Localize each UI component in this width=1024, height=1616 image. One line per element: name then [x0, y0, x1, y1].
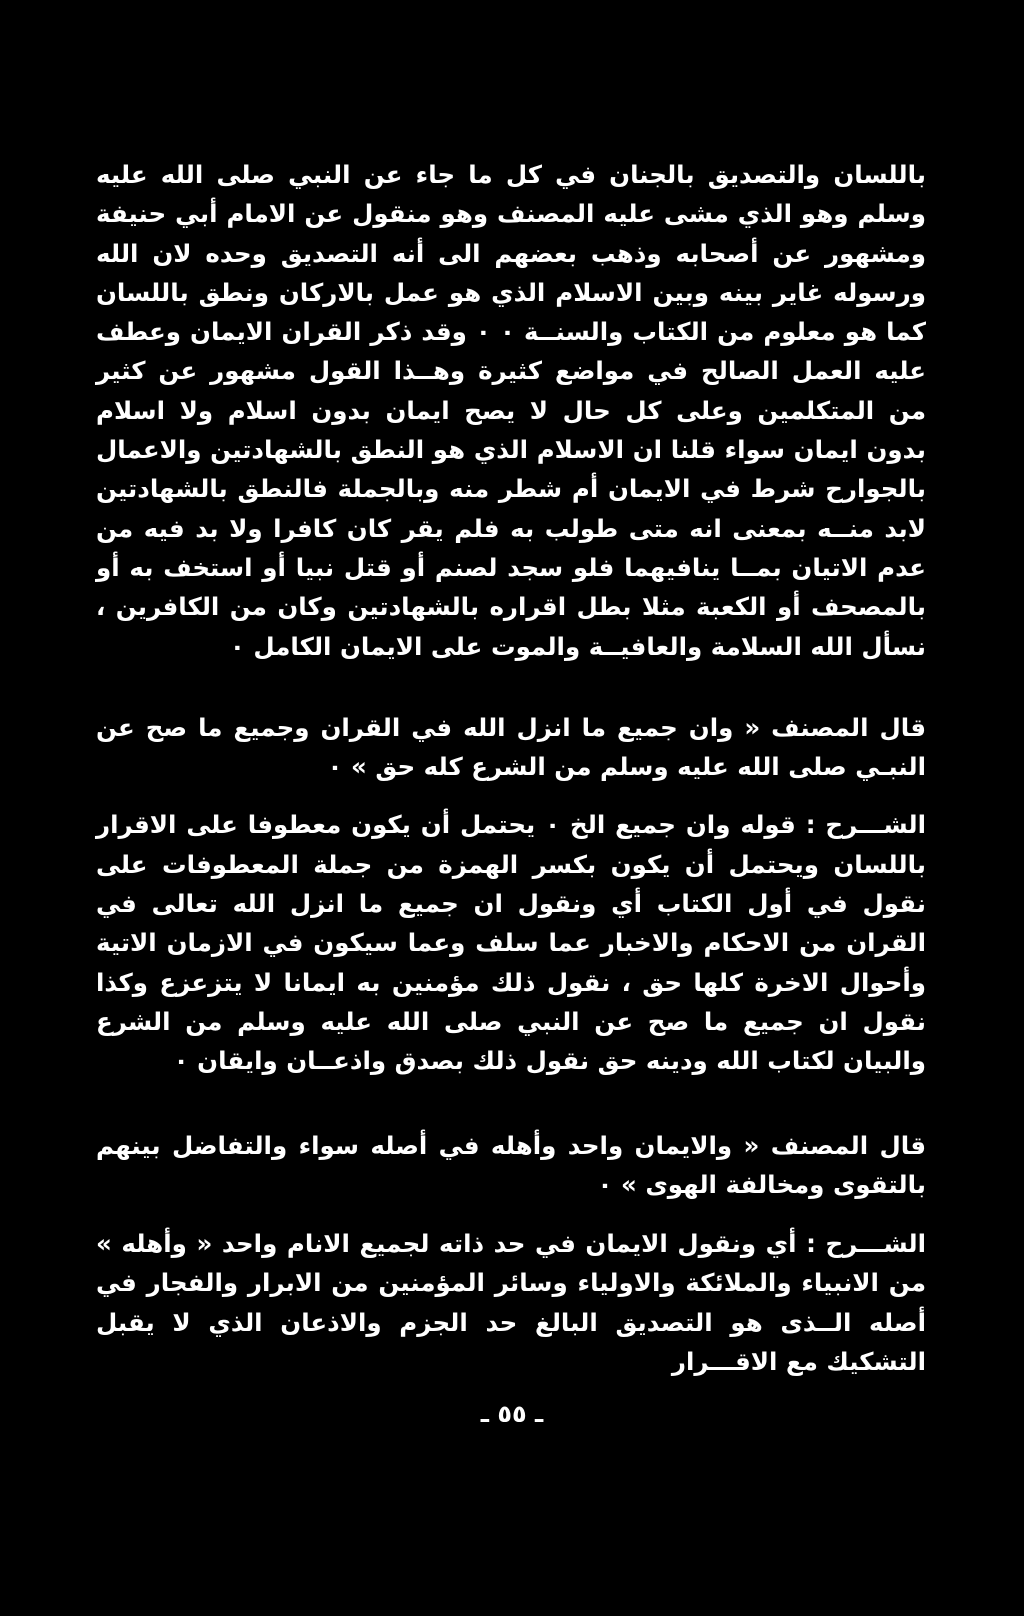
page-number: ـ ٥٥ ـ	[480, 1400, 544, 1428]
paragraph-author-quote-1: قال المصنف « وان جميع ما انزل الله في القران وجميع ما صح عن النبـي صلى الله عليه وسلم من الشرع كله حق » ٠	[96, 712, 926, 782]
page-body	[96, 155, 926, 1411]
paragraph-commentary-3: الشـــرح : أي ونقول الايمان في حد ذاته لجميع الانام واحد « وأهله » من الانبياء والملائكة والاولياء وسائر المؤمنين من الابرار والفجار في أصله الــذى هو التصديق البالغ حد الجزم والاذعان الذي لا يقبل التشكيك مع الاقـــرار	[96, 1229, 926, 1377]
paragraph-commentary-2: الشـــرح : قوله وان جميع الخ ٠ يحتمل أن يكون معطوفا على الاقرار باللسان ويحتمل أن يكون بكسر الهمزة من جملة المعطوفات على نقول في أول الكتاب أي ونقول ان جميع ما انزل الله تعالى في القران من الاحكام والاخبار عما سلف وعما سيكون في الازمان الاتية وأحوال الاخرة كلها حق ، نقول ذلك مؤمنين به ايمانا لا يتزعزع وكذا نقول ان جميع ما صح عن النبي صلى الله عليه وسلم من الشرع والبيان لكتاب الله ودينه حق نقول ذلك بصدق واذعــان وايقان ٠	[96, 810, 926, 1076]
paragraph-author-quote-2: قال المصنف « والايمان واحد وأهله في أصله سواء والتفاضل بينهم بالتقوى ومخالفة الهوى » ٠	[96, 1130, 926, 1199]
paragraph-commentary-1: باللسان والتصديق بالجنان في كل ما جاء عن النبي صلى الله عليه وسلم وهو الذي مشى عليه المصنف وهو منقول عن الامام أبي حنيفة ومشهور عن أصحابه وذهب بعضهم الى أنه التصديق وحده لان الله ورسوله غاير بينه وبين الاسلام الذي هو عمل بالاركان ونطق باللسان كما هو معلوم من الكتاب والسنــة ٠ ٠ وقد ذكر القران الايمان وعطف عليه العمل الصالح في مواضع كثيرة وهــذا القول مشهور عن كثير من المتكلمين وعلى كل حال لا يصح ايمان بدون اسلام ولا اسلام بدون ايمان سواء قلنا ان الاسلام الذي هو النطق بالشهادتين والاعمال بالجوارح شرط في الايمان أم شطر منه وبالجملة فالنطق بالشهادتين لابد منــه بمعنى انه متى طولب به فلم يقر كان كافرا ولا بد فيه من عدم الاتيان بمــا ينافيهما فلو سجد لصنم أو قتل نبيا أو استخف به أو بالمصحف أو الكعبة مثلا بطل اقراره بالشهادتين وكان من الكافرين ، نسأل الله السلامة والعافيــة والموت على الايمان الكامل ٠	[96, 160, 926, 661]
